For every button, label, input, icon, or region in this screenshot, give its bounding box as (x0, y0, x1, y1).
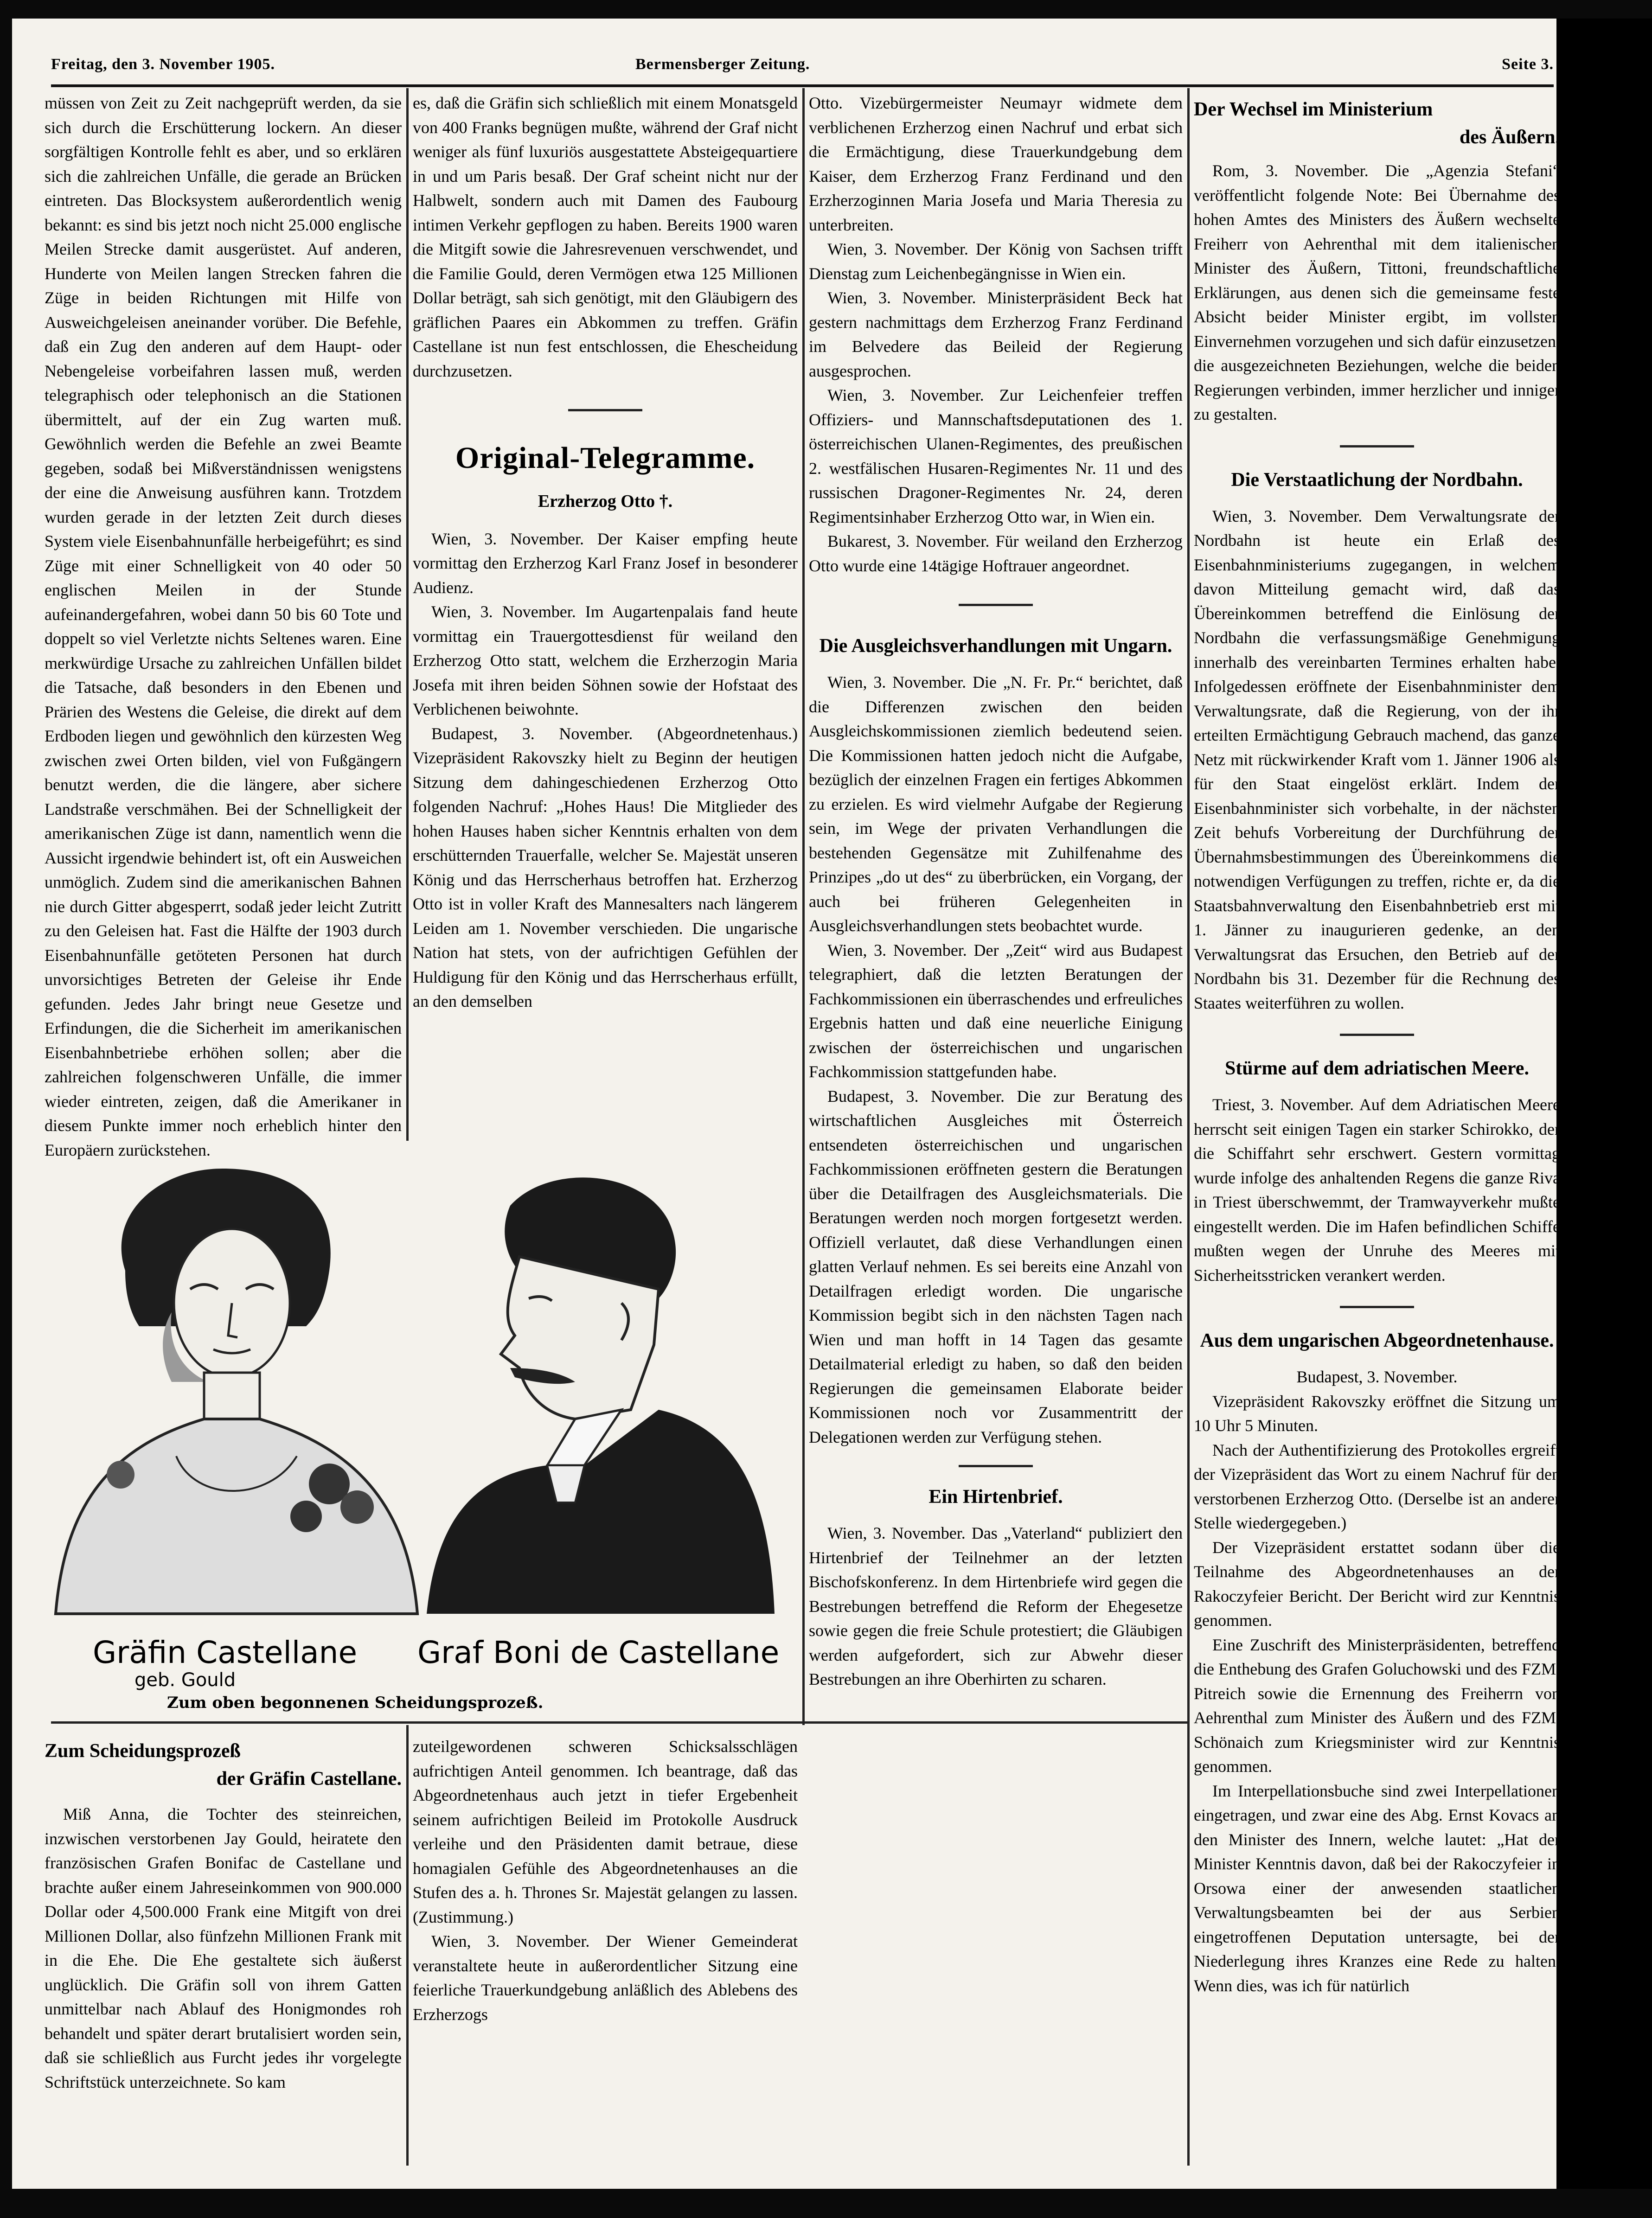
nordbahn-heading: Die Verstaatlichung der Nordbahn. (1231, 469, 1523, 491)
section-rule (959, 1465, 1033, 1467)
article-text: Wien, 3. November. Der „Zeit“ wird aus Budapest telegraphiert, daß die letzten Beratungen der Fachkommissionen ein überraschendes und erfreuliches Ergebnis hatten und daß eine neuerliche Einigung zwischen der österreichischen und ungarischen Fachkommission stattgefunden habe. (809, 940, 1183, 1081)
article-text: Wien, 3. November. Das „Vaterland“ publiziert den Hirtenbrief der Teilnehmer an der letzten Bischofskonferenz. In dem Hirtenbriefe wird gegen die Bestrebungen betreffend die Reform der Ehegesetze sowie gegen die freie Schule protestiert; die Gläubigen werden aufgefordert, sich zur Abwehr dieser Bestrebungen an ihre Oberhirten zu scharen. (809, 1524, 1183, 1688)
article-text: Wien, 3. November. Der Kaiser empfing heute vormittag den Erzherzog Karl Franz Josef in besonderer Audienz. (413, 529, 798, 597)
article-text: Vizepräsident Rakovszky eröffnet die Sitzung um 10 Uhr 5 Minuten. (1194, 1392, 1560, 1435)
wechsel-heading-2: des Äußern. (1459, 127, 1560, 148)
column-1-bottom (45, 1734, 402, 2166)
section-rule (1340, 1034, 1414, 1036)
column-2-bottom (413, 1734, 798, 2166)
column-4 (1194, 91, 1560, 2164)
article-text: Budapest, 3. November. Die zur Beratung des wirtschaftlichen Ausgleiches mit Österreich entsendeten österreichischen und ungarischen Fachkommissionen eröffneten gestern die Beratungen über die Detailfragen des Ausgleichsmaterials. Die Beratungen werden noch morgen fortgesetzt werden. Offiziell verlautet, daß diese Verhandlungen einen glatten Verlauf nehmen. Es sei bereits eine Anzahl von Detailfragen erledigt worden. Die ungarische Kommission begibt sich in den nächsten Tagen nach Wien und man hofft in 14 Tagen das gesamte Detailmaterial erledigt zu haben, so daß den beiden Regierungen die gemeinsamen Elaborate beider Kommissionen noch vor Zusammentritt der Delegationen werden zur Verfügung stehen. (809, 1087, 1183, 1446)
caption-nee: geb. Gould (134, 1669, 236, 1691)
column-1-top (45, 91, 402, 1159)
section-rule (568, 409, 642, 411)
article-text: Eine Zuschrift des Ministerpräsidenten, betreffend die Enthebung des Grafen Goluchowski und des FZM. Pitreich sowie die Ernennung des Freiherrn von Aehrenthal zum Minister des Äußern und des FZM. Schönaich zum Kriegsminister wird zur Kenntnis genommen. (1194, 1635, 1560, 1776)
stuerme-heading: Stürme auf dem adriatischen Meere. (1225, 1058, 1529, 1079)
caption-man: Graf Boni de Castellane (417, 1635, 780, 1670)
header-rule (51, 84, 1554, 87)
article-text: Der Vizepräsident erstattet sodann über die Teilnahme des Abgeordnetenhauses an der Rakoczyfeier Bericht. Der Bericht wird zur Kenntnis genommen. (1194, 1538, 1560, 1630)
column-rule (406, 88, 409, 1141)
section-rule (959, 604, 1033, 606)
column-rule (406, 1725, 409, 2166)
section-rule (1340, 445, 1414, 447)
telegram-heading: Original-Telegramme. (455, 441, 756, 475)
hirtenbrief-heading: Ein Hirtenbrief. (928, 1486, 1063, 1508)
abgeordnetenhaus-heading: Aus dem ungarischen Abgeordnetenhause. (1200, 1330, 1554, 1351)
page-header (51, 56, 1554, 82)
column-rule (802, 88, 805, 1725)
column-3 (809, 91, 1183, 1723)
article-text: Budapest, 3. November. (Abgeordnetenhaus.) Vizepräsident Rakovszky hielt zu Beginn der heutigen Sitzung dem dahingeschiedenen Erzherzog Otto folgenden Nachruf: „Hohes Haus! Die Mitglieder des hohen Hauses haben sicher Kenntnis erhalten von dem erschütternden Trauerfalle, welcher Se. Majestät unseren König und das Herrscherhaus betroffen hat. Erzherzog Otto ist in voller Kraft des Mannesalters nach längerem Leiden am 1. November verschieden. Die ungarische Nation hat stets, von der aufrichtigen Gefühlen der Huldigung für den König und das Herrscherhaus erfüllt, an den demselben (413, 724, 798, 1010)
article-text: Wien, 3. November. Die „N. Fr. Pr.“ berichtet, daß die Differenzen zwischen den beiden Ausgleichskommissionen ziemlich bedeutend seien. Die Kommissionen hatten jedoch nicht die Aufgabe, bezüglich der einzelnen Fragen ein fertiges Abkommen zu erzielen. Es wird vielmehr Aufgabe der Regierung sein, im Wege der privaten Verhandlungen die bestehenden Gegensätze mit Zuhilfenahme des Prinzipes „do ut des“ zu überbrücken, ein Vorgang, der auch bei früheren Gelegenheiten in Ausgleichsverhandlungen stets beobachtet wurde. (809, 673, 1183, 935)
scheidung-heading-2: der Gräfin Castellane. (216, 1768, 402, 1790)
article-text: Rom, 3. November. Die „Agenzia Stefani“ veröffentlicht folgende Note: Bei Übernahme des hohen Amtes des Ministers des Äußern wechselte Freiherr von Aehrenthal mit dem italienischen Minister des Äußern, Tittoni, freundschaftliche Erklärungen, aus denen sich die gemeinsame feste Absicht beider Minister ergibt, im vollsten Einvernehmen vorzugehen und sich dafür einzusetzen, die ausgezeichneten Beziehungen, welche die beiden Regierungen verbinden, immer herzlicher und inniger zu gestalten. (1194, 161, 1560, 423)
article-text: zuteilgewordenen schweren Schicksalsschlägen aufrichtigen Anteil genommen. Ich beantrage, daß das Abgeordnetenhaus auch jetzt in tiefer Ergebenheit seinem aufrichtigen Beileid im Protokolle Ausdruck verleihe und den Präsidenten damit betraue, diese homagialen Gefühle des Abgeordnetenhauses an die Stufen des a. h. Thrones Sr. Majestät gelangen zu lassen. (Zustimmung.) (413, 1737, 798, 1926)
article-text: Nach der Authentifizierung des Protokolles ergreift der Vizepräsident das Wort zu einem Nachruf für den verstorbenen Erzherzog Otto. (Derselbe ist an anderer Stelle wiedergegeben.) (1194, 1440, 1560, 1532)
section-rule (1340, 1306, 1414, 1308)
article-text: Im Interpellationsbuche sind zwei Interpellationen eingetragen, und zwar eine des Abg. Ernst Kovacs an den Minister des Innern, welche lautet: „Hat der Minister Kenntnis davon, daß bei der Rakoczyfeier in Orsowa einer der anwesenden staatlichen Verwaltungsbeamten bei der aus Serbien eingetroffenen Deputation untersagte, bei der Niederlegung ihres Kranzes eine Rede zu halten. Wenn dies, was ich für natürlich (1194, 1781, 1560, 1995)
article-text: Triest, 3. November. Auf dem Adriatischen Meere herrscht seit einigen Tagen ein starker Schirokko, der die Schiffahrt sehr erschwert. Gestern vormittag wurde infolge des anhaltenden Regens die ganze Riva in Triest überschwemmt, der Tramwayverkehr mußte eingestellt werden. Die im Hafen befindlichen Schiffe mußten wegen der Unruhe des Meeres mit Sicherheitsstricken verankert werden. (1194, 1095, 1560, 1285)
portrait-man (427, 1177, 775, 1614)
scan-margin (1556, 19, 1652, 2189)
section-rule (51, 1721, 1187, 1724)
column-2-top (413, 91, 798, 1153)
otto-heading: Erzherzog Otto †. (538, 492, 673, 511)
article-text: Wien, 3. November. Dem Verwaltungsrate der Nordbahn ist heute ein Erlaß des Eisenbahnministeriums zugegangen, in welchem davon Mitteilung gemacht wird, daß das Übereinkommen betreffend die Einlösung der Nordbahn die verfassungsmäßige Genehmigung innerhalb des vereinbarten Termines erhalten habe. Infolgedessen eröffnete der Eisenbahnminister dem Verwaltungsrate, daß die Regierung, von der ihr erteilten Ermächtigung Gebrauch machend, das ganze Netz mit rückwirkender Kraft vom 1. Jänner 1906 als für den Staat eingelöst erklärt. Indem der Eisenbahnminister sich vorbehalte, in der nächsten Zeit behufs Vorbereitung der Durchführung der Übernahmsbestimmungen des Übereinkommens die notwendigen Verfügungen zu treffen, richte er, da die Staatsbahnverwaltung den Eisenbahnbetrieb erst mit 1. Jänner zu inaugurieren gedenke, an den Verwaltungsrat das Ersuchen, den Betrieb auf der Nordbahn bis 31. Dezember für die Rechnung des Staates weiterführen zu wollen. (1194, 506, 1560, 1012)
column-rule (1187, 88, 1190, 2166)
article-text: es, daß die Gräfin sich schließlich mit einem Monatsgeld von 400 Franks begnügen mußte, während der Graf nicht weniger als fünf luxuriös ausgestattete Absteigequartiere in und um Paris besaß. Der Graf scheint nicht nur der Halbwelt, sondern auch mit Damen des Faubourg intimen Verkehr gepflogen zu haben. Bereits 1900 waren die Mitgift sowie die Jahresrevenuen verschwendet, und die Familie Gould, deren Vermögen etwa 125 Millionen Dollar beträgt, sah sich genötigt, mit den Gläubigern des gräflichen Paares ein Abkommen zu treffen. Gräfin Castellane ist nun fest entschlossen, die Ehescheidung durchzusetzen. (413, 94, 798, 380)
dateline: Budapest, 3. November. (1296, 1368, 1458, 1386)
article-text: Otto. Vizebürgermeister Neumayr widmete dem verblichenen Erzherzog einen Nachruf und erbat sich die Ermächtigung, diese Trauerkundgebung dem Kaiser, dem Erzherzog Franz Ferdinand und den Erzherzoginnen Maria Josefa und Maria Theresia zu unterbreiten. (809, 94, 1183, 234)
article-text: müssen von Zeit zu Zeit nachgeprüft werden, da sie sich durch die Erschütterung lockern. An dieser sorgfältigen Kontrolle fehlt es aber, und so erklären sich die zahlreichen Unfälle, die gerade an Brücken eintreten. Das Blocksystem außerordentlich wenig bekannt: es sind bis jetzt noch nicht 25.000 englische Meilen Strecke damit ausgerüstet. Auf anderen, Hunderte von Meilen langen Strecken fahren die Züge in beiden Richtungen mit Hilfe von Ausweichgeleisen aneinander vorüber. Die Befehle, daß ein Zug den anderen auf dem Haupt- oder Nebengeleise vorbeifahren lassen muß, werden telegraphisch oder telephonisch an die Stationen übermittelt, auf der ein Zug warten muß. Gewöhnlich werden die Befehle an zwei Beamte gegeben, sodaß bei Mißverständnissen wenigstens der eine die Anweisung ausführen kann. Trotzdem wurden gerade in der letzten Zeit durch dieses System viele Eisenbahnunfälle herbeigeführt; es sind Züge mit einer Schnelligkeit von 40 oder 50 englischen Meilen in der Stunde aufeinandergefahren, wobei dann 50 bis 60 Tote und doppelt so viel Verletzte nichts Seltenes waren. Eine merkwürdige Ursache zu zahlreichen Unfällen bildet die Tatsache, daß besonders in den Ebenen und Prärien des Westens die Geleise, die direkt auf dem Erdboden liegen und gewöhnlich den kürzesten Weg zwischen zwei Orten bilden, viel von Fußgängern benutzt werden, die die längere, aber sichere Landstraße verschmähen. Bei der Schnelligkeit der amerikanischen Züge ist dann, namentlich wenn die Aussicht irgendwie behindert ist, oft ein Ausweichen unmöglich. Zudem sind die amerikanischen Bahnen nie durch Gitter abgesperrt, sodaß jeder leicht Zutritt zu den Geleisen hat. Fast die Hälfte der 1903 durch Eisenbahnunfälle getöteten Personen hat durch unvorsichtiges Betreten der Geleise ihr Ende gefunden. Jedes Jahr bringt neue Gesetze und Erfindungen, die die Sicherheit im amerikanischen Eisenbahnbetriebe erhöhen sollen; aber die zahlreichen folgenschweren Unfälle, die immer wieder eintreten, zeigen, daß die Amerikaner in diesem Punkte immer noch erheblich hinter den Europäern zurückstehen. (45, 94, 402, 1159)
article-text: Miß Anna, die Tochter des steinreichen, inzwischen verstorbenen Jay Gould, heiratete den französischen Grafen Bonifac de Castellane und brachte außer einem Jahreseinkommen von 900.000 Dollar oder 4,500.000 Frank eine Mitgift von drei Millionen Dollar, also fünfzehn Millionen Frank mit in die Ehe. Die Ehe gestaltete sich äußerst unglücklich. Die Gräfin soll von ihrem Gatten unmittelbar nach Ablauf des Honigmondes roh behandelt und später derart brutalisiert worden sein, daß sie schließlich aus Furcht jedes ihr vorgelegte Schriftstück unterzeichnete. So kam (45, 1805, 402, 2091)
article-text: Wien, 3. November. Im Augartenpalais fand heute vormittag ein Trauergottesdienst für weiland den Erzherzog Otto statt, welchem die Erzherzogin Maria Josefa mit ihren beiden Söhnen sowie der Hofstaat des Verblichenen beiwohnte. (413, 602, 798, 718)
portrait-illustration (56, 1150, 775, 1688)
ausgleich-heading: Die Ausgleichsverhandlungen mit Ungarn. (819, 635, 1172, 657)
header-page-number: Seite 3. (1502, 56, 1554, 73)
header-paper-title: Bermensberger Zeitung. (635, 56, 810, 73)
article-text: Wien, 3. November. Der Wiener Gemeinderat veranstaltete heute in außerordentlicher Sitzung eine feierliche Trauerkundgebung anläßlich des Ablebens des Erzherzogs (413, 1932, 798, 2024)
caption-woman: Gräfin Castellane (93, 1635, 358, 1670)
article-text: Wien, 3. November. Ministerpräsident Beck hat gestern nachmittags dem Erzherzog Franz Ferdinand im Belvedere das Beileid der Regierung ausgesprochen. (809, 288, 1183, 380)
illustration-subcaption: Zum oben begonnenen Scheidungsprozeß. (167, 1694, 544, 1712)
article-text: Wien, 3. November. Der König von Sachsen trifft Dienstag zum Leichenbegängnisse in Wien ein. (809, 240, 1183, 283)
article-text: Wien, 3. November. Zur Leichenfeier treffen Offiziers- und Mannschaftsdeputationen des 1. österreichischen Ulanen-Regimentes, des preußischen 2. westfälischen Husaren-Regimentes Nr. 11 und des russischen Dragoner-Regimentes Nr. 24, deren Regimentsinhaber Erzherzog Otto war, in Wien ein. (809, 386, 1183, 526)
article-text: Bukarest, 3. November. Für weiland den Erzherzog Otto wurde eine 14tägige Hoftrauer angeordnet. (809, 532, 1183, 575)
scheidung-heading: Zum Scheidungsprozeß (45, 1740, 241, 1762)
header-date: Freitag, den 3. November 1905. (51, 56, 275, 73)
wechsel-heading: Der Wechsel im Ministerium (1194, 99, 1433, 120)
portrait-woman (56, 1169, 417, 1614)
